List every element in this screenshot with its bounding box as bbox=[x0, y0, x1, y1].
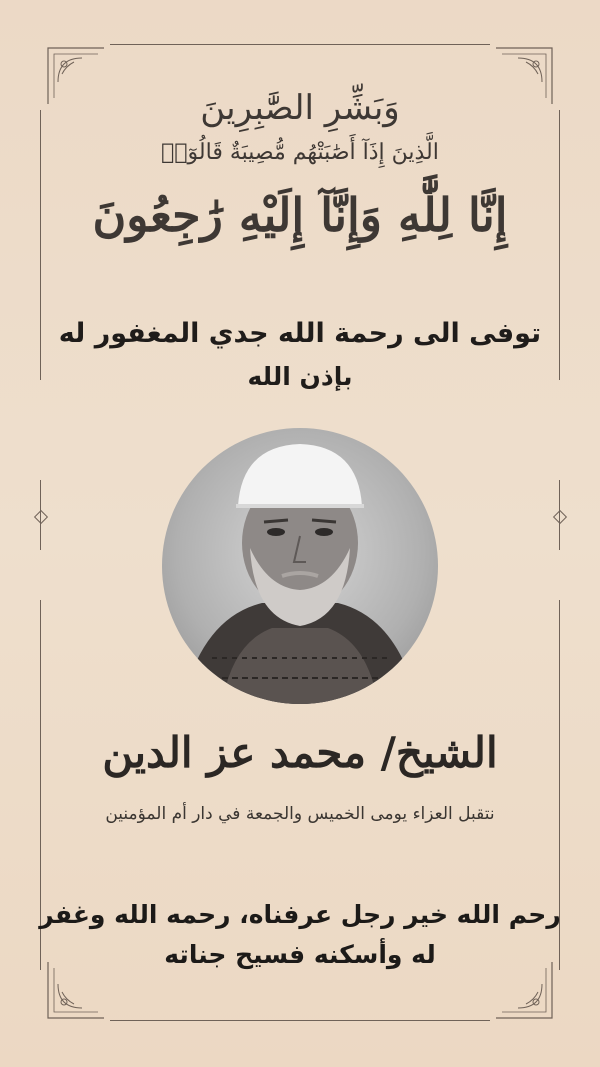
announcement-line-1: توفى الى رحمة الله جدي المغفور له bbox=[58, 318, 542, 349]
prayer-line-2: له وأسكنه فسيح جناته bbox=[164, 940, 436, 969]
frame-bottom bbox=[110, 1020, 490, 1021]
frame-ornament-left bbox=[34, 510, 48, 524]
verse-line-1: وَبَشِّرِ الصَّٰبِرِينَ bbox=[200, 88, 400, 128]
verse-line-2: الَّذِينَ إِذَآ أَصَٰبَتْهُم مُّصِيبَةٌ قَالُوٓا۟ bbox=[161, 140, 439, 165]
frame-top bbox=[110, 44, 490, 45]
frame-ornament-right-line bbox=[559, 480, 560, 550]
deceased-name: الشيخ/ محمد عز الدين bbox=[102, 728, 498, 777]
condolence-info: نتقبل العزاء يومى الخميس والجمعة في دار أم المؤمنين bbox=[105, 804, 495, 824]
portrait-photo bbox=[162, 428, 438, 704]
frame-ornament-left-line bbox=[40, 480, 41, 550]
verse-line-3: إِنَّا لِلَّٰهِ وَإِنَّآ إِلَيْهِ رَٰجِعُونَ bbox=[92, 188, 508, 242]
prayer-line-1: رحم الله خير رجل عرفناه، رحمه الله وغفر bbox=[39, 900, 561, 929]
announcement-line-2: بإذن الله bbox=[247, 362, 353, 391]
portrait-illustration bbox=[162, 428, 438, 704]
frame-ornament-right bbox=[553, 510, 567, 524]
